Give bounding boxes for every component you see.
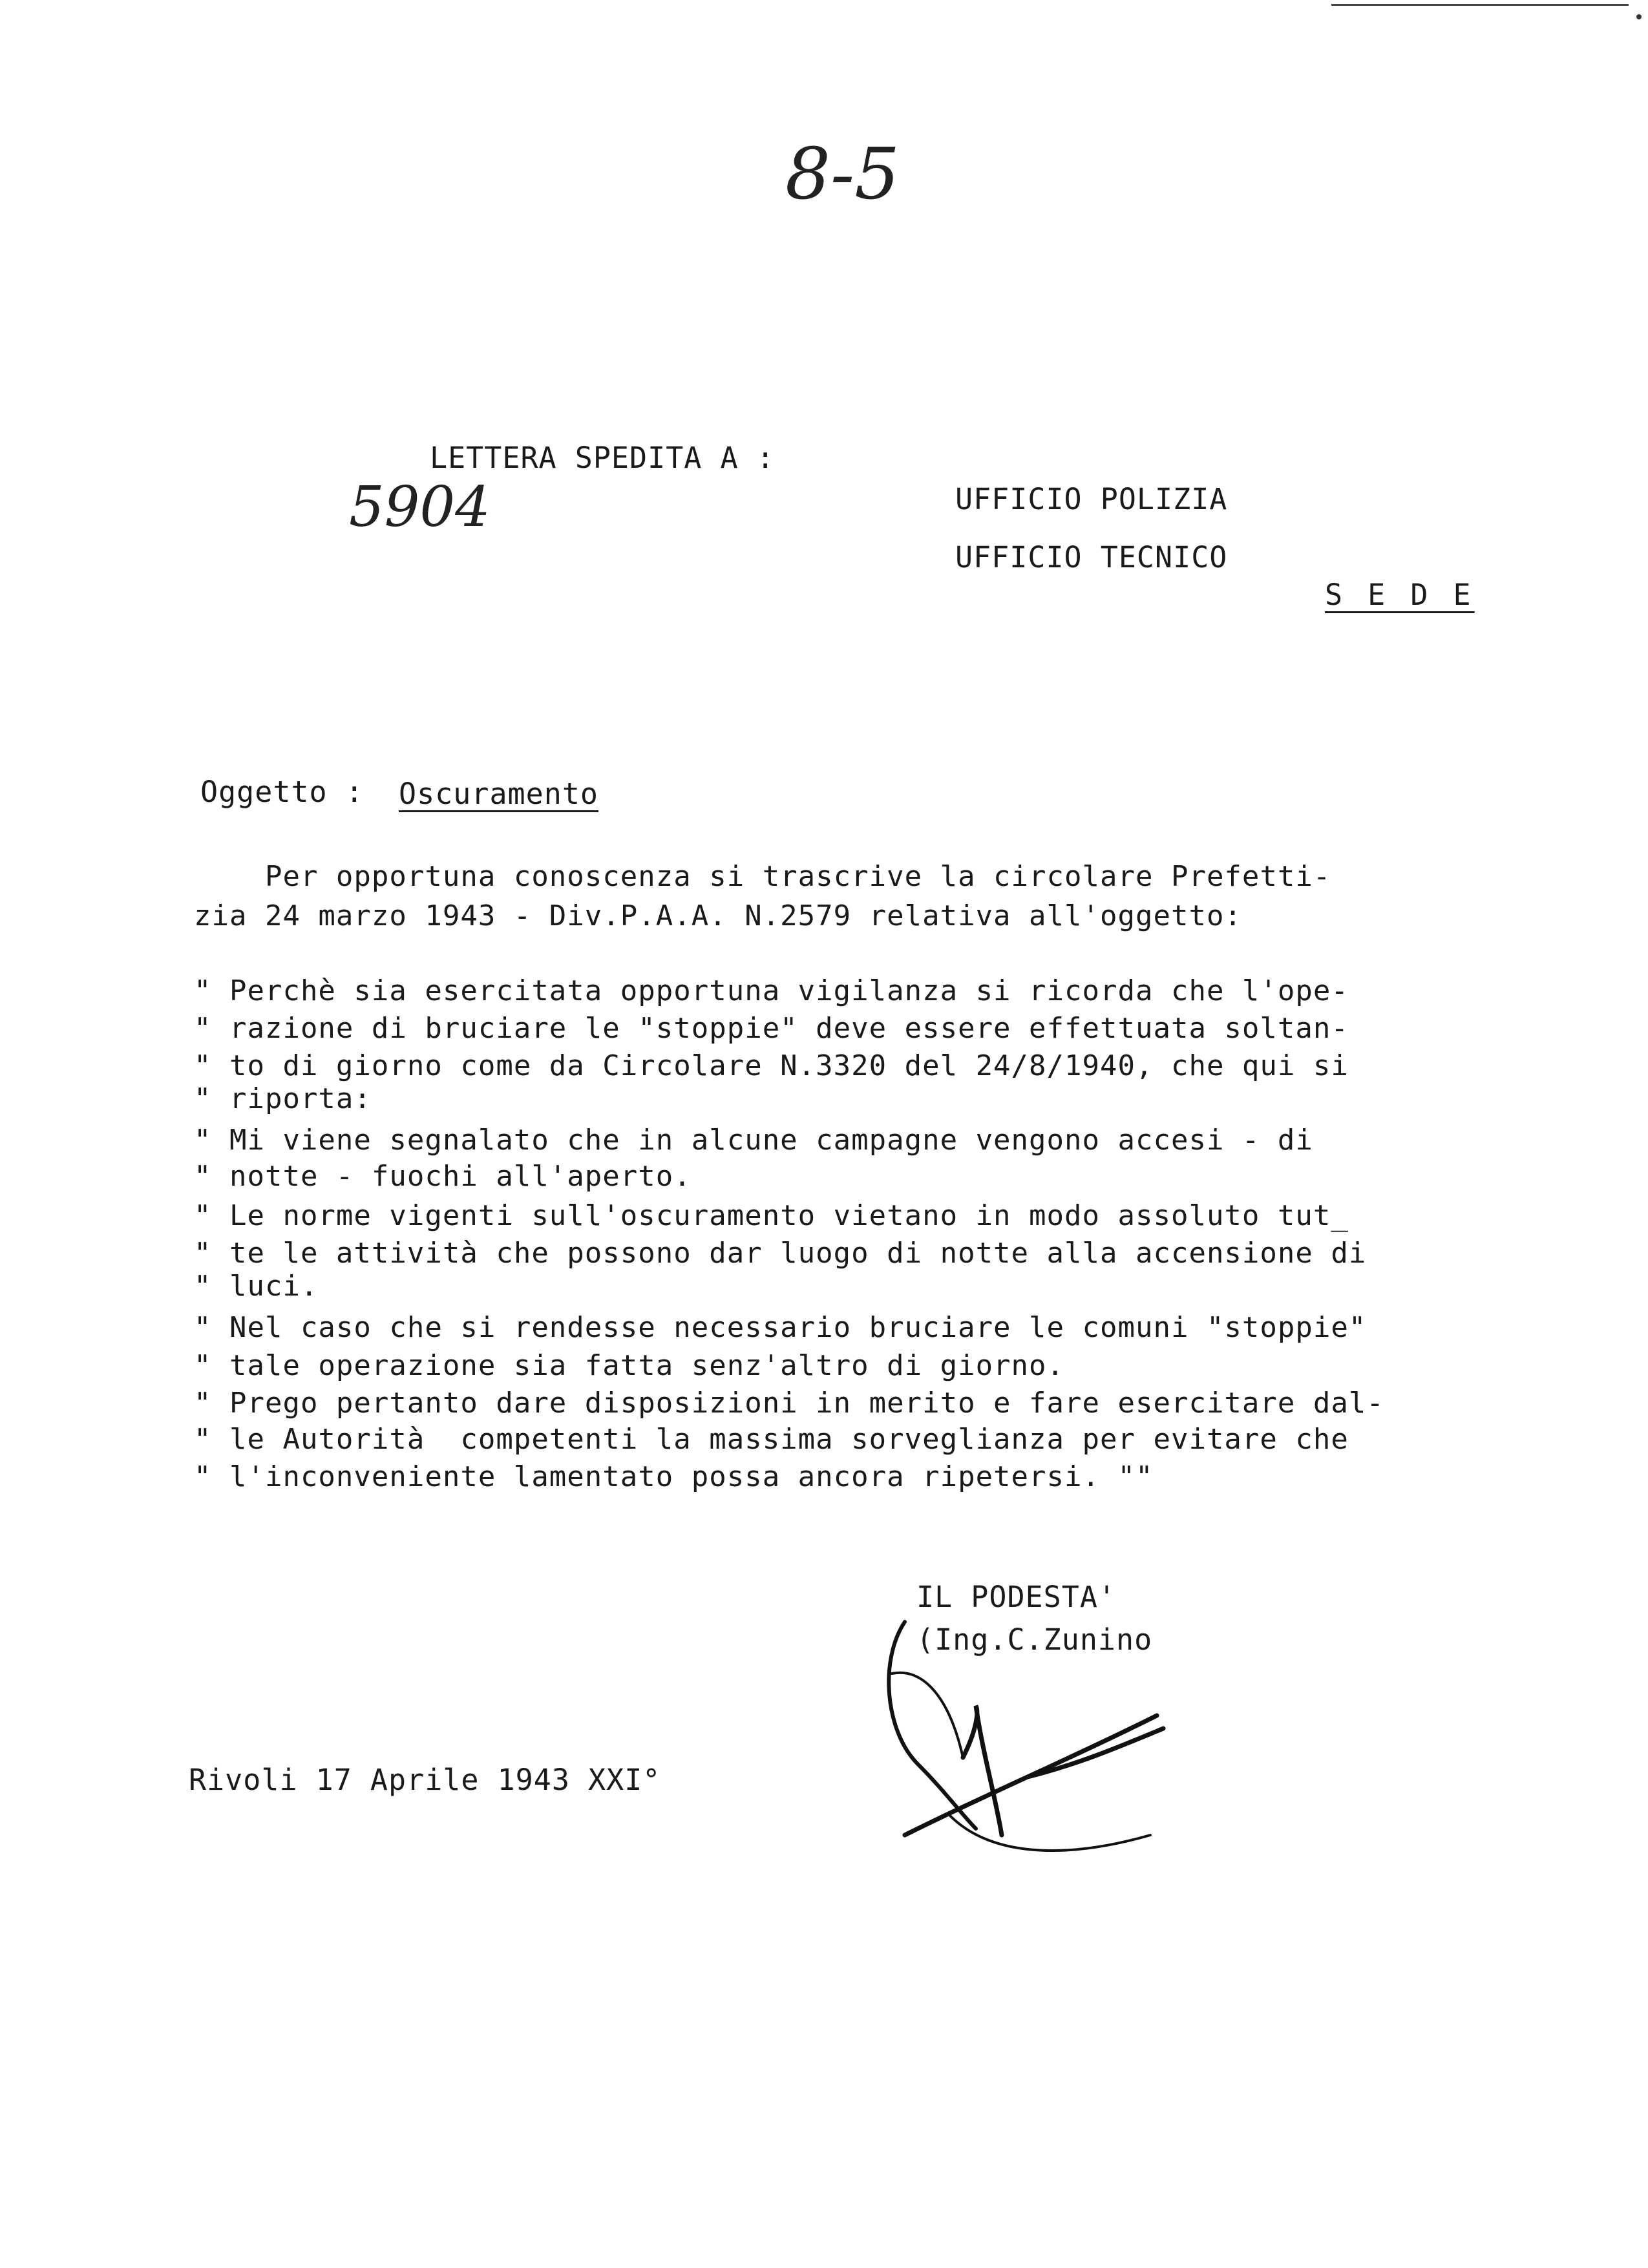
quoted-line: " te le attività che possono dar luogo di notte alla accensione di [194,1237,1367,1270]
recipient-2: UFFICIO TECNICO [955,540,1228,574]
quoted-line: " luci. [194,1270,319,1303]
quoted-line: " tale operazione sia fatta senz'altro di giorno. [194,1349,1065,1382]
top-edge-line [1331,4,1629,6]
handwritten-protocol-number: 5904 [349,475,491,540]
quoted-line: " to di giorno come da Circolare N.3320 del 24/8/1940, che qui si [194,1049,1349,1082]
date-line: Rivoli 17 Aprile 1943 XXI° [189,1763,661,1797]
sent-to-label: LETTERA SPEDITA A : [430,441,775,475]
quoted-line: " razione di bruciare le "stoppie" deve essere effettuata soltan- [194,1012,1349,1045]
quoted-line: " Perchè sia esercitata opportuna vigilanza si ricorda che l'ope- [194,974,1349,1007]
handwritten-archive-number: 8-5 [785,132,900,215]
location-sede: S E D E [1325,578,1475,612]
quoted-line: " riporta: [194,1082,372,1115]
handwritten-signature [866,1602,1202,1874]
subject-value: Oscuramento [399,777,599,811]
subject-label: Oggetto : [200,775,364,809]
quoted-line: " le Autorità competenti la massima sorveglianza per evitare che [194,1423,1349,1456]
intro-line: Per opportuna conoscenza si trascrive la circolare Prefetti- [194,860,1331,893]
quoted-line: " Prego pertanto dare disposizioni in merito e fare esercitare dal- [194,1387,1384,1420]
signature-title: IL PODESTA' [916,1580,1117,1614]
intro-line: zia 24 marzo 1943 - Div.P.A.A. N.2579 relativa all'oggetto: [194,899,1242,932]
quoted-line: " Nel caso che si rendesse necessario bruciare le comuni "stoppie" [194,1311,1367,1344]
quoted-line: " Mi viene segnalato che in alcune campagne vengono accesi - di [194,1124,1313,1157]
signature-name: (Ing.C.Zunino [916,1622,1153,1657]
corner-mark [1636,14,1642,19]
quoted-line: " l'inconveniente lamentato possa ancora ripetersi. "" [194,1460,1154,1493]
quoted-line: " Le norme vigenti sull'oscuramento vietano in modo assoluto tut_ [194,1199,1349,1232]
quoted-line: " notte - fuochi all'aperto. [194,1160,692,1193]
recipient-1: UFFICIO POLIZIA [955,482,1228,516]
